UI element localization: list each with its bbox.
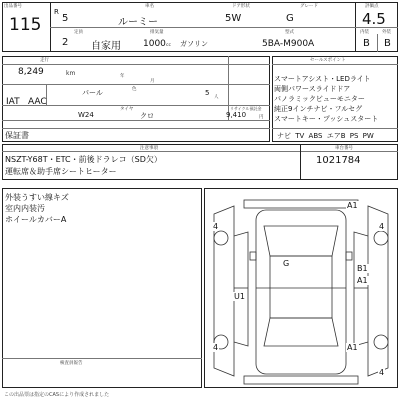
warranty-value: 保証書 xyxy=(5,131,29,140)
damage-mark-rear-bumper: A1 xyxy=(347,343,358,352)
inspector-line-3: ホイールカバーA xyxy=(5,215,67,224)
damage-mark-rear-left-wheel: 4 xyxy=(213,343,219,352)
damage-mark-right-door-1: B1 xyxy=(357,264,368,273)
maker-label: 車名 xyxy=(145,4,154,9)
seats-value: 2 xyxy=(62,37,69,48)
mileage-value: 8,249 xyxy=(18,67,44,77)
color-label: 色 xyxy=(132,87,137,92)
equip-abs: ABS xyxy=(308,132,323,140)
remarks-line-2: 運転席＆助手席シートヒーター xyxy=(5,167,117,176)
color-value: パール xyxy=(82,89,103,97)
recycle-value: 9,410 xyxy=(226,111,247,119)
doors-label: ドア形状 xyxy=(232,4,250,9)
use-value: 自家用 xyxy=(91,41,121,52)
remarks-label: 注意事項 xyxy=(140,146,158,151)
trans-value: IAT xyxy=(6,97,20,107)
sales-point-4: 純正9インチナビ・フルセグ xyxy=(274,105,363,113)
int-label: 内装 xyxy=(360,30,369,35)
inspector-line-1: 外装うすい線キズ xyxy=(5,193,69,202)
lot-label: 出品番号 xyxy=(4,4,22,9)
ext-score: B xyxy=(384,38,391,49)
recycle-label: リサイクル預託金 xyxy=(230,106,262,111)
equip-pw: PW xyxy=(362,132,374,140)
sales-point-5: スマートキー・プッシュスタート xyxy=(274,115,379,123)
seat-count: 5 xyxy=(205,89,210,97)
damage-mark-front-right-wheel: 4 xyxy=(379,222,385,231)
seats-label: 定員 xyxy=(74,30,83,35)
remarks-line-1: NSZT-Y68T・ETC・前後ドラレコ（SD欠） xyxy=(5,155,162,164)
month-unit: 月 xyxy=(150,79,155,84)
mileage-label: 走行 xyxy=(40,58,49,63)
mileage-unit: km xyxy=(66,70,76,77)
inspector-line-2: 室内内装汚 xyxy=(5,204,45,213)
cc-label: 排気量 xyxy=(150,30,164,35)
damage-mark-rear-right-wheel: 4 xyxy=(379,368,385,377)
tire2-value: クロ xyxy=(140,112,154,120)
footer-label: 検査員報告 xyxy=(60,361,83,366)
doors-value: 5W xyxy=(225,13,242,24)
recycle-unit: 円 xyxy=(259,115,264,120)
ac-value: AAC xyxy=(28,97,47,107)
chassis-label: 車台番号 xyxy=(335,146,353,151)
sales-point-2: 両側パワースライドドア xyxy=(274,85,351,93)
equip-airbag: エアB xyxy=(326,132,346,140)
damage-mark-left-door: U1 xyxy=(234,292,245,301)
damage-mark-windshield: G xyxy=(283,259,290,268)
int-score: B xyxy=(363,38,370,49)
grade-label: グレード xyxy=(300,4,318,9)
year-unit: 年 xyxy=(120,74,125,79)
cc-value: 1000 xyxy=(143,39,166,49)
car-name: ルーミー xyxy=(118,17,158,28)
equipment-row xyxy=(277,131,374,141)
ext-label: 外装 xyxy=(382,30,391,35)
equip-navi: ナビ xyxy=(277,132,291,140)
score-label: 評価点 xyxy=(365,4,379,9)
model-value: 5BA-M900A xyxy=(262,39,315,49)
damage-mark-right-door-2: A1 xyxy=(357,276,368,285)
year-value: 5 xyxy=(62,13,69,24)
sales-point-1: スマートアシスト・LEDライト xyxy=(274,75,371,83)
chassis-number: 1021784 xyxy=(316,155,361,166)
damage-mark-front-bumper: A1 xyxy=(347,201,358,210)
tire-label: タイヤ xyxy=(120,107,134,112)
score-value: 4.5 xyxy=(362,10,386,28)
fuel-value: ガソリン xyxy=(180,40,208,48)
seat-unit: 人 xyxy=(214,95,219,100)
sales-point-3: パノラミックビューモニター xyxy=(274,95,365,103)
equip-tv: TV xyxy=(295,132,305,140)
damage-mark-front-left-wheel: 4 xyxy=(213,222,219,231)
year-prefix: R xyxy=(54,8,59,16)
footer-note: この出品票は指定のCASにより作成されました xyxy=(4,392,110,398)
tire-value: W24 xyxy=(78,111,94,119)
model-label: 型式 xyxy=(285,30,294,35)
cc-unit: cc xyxy=(166,43,171,48)
grade-value: G xyxy=(286,13,294,24)
lot-number: 115 xyxy=(9,15,42,35)
equip-ps: PS xyxy=(349,132,359,140)
sales-points-label: セールスポイント xyxy=(310,58,346,63)
